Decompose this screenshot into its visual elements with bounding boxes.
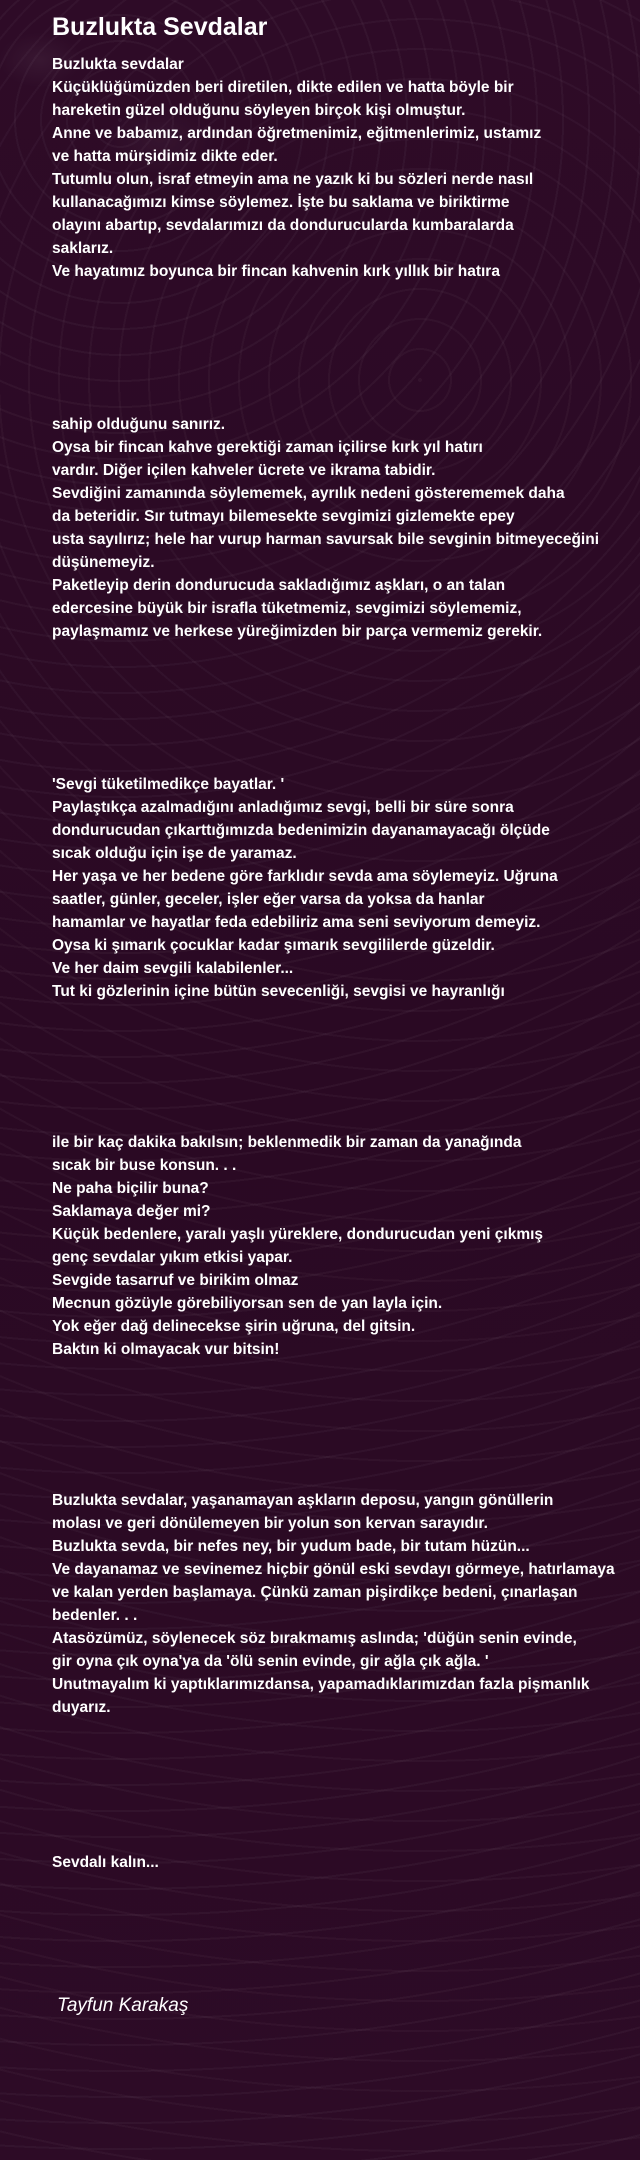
poem-line: molası ve geri dönülemeyen bir yolun son kervan sarayıdır.	[52, 1515, 488, 1532]
poem-line: Buzlukta sevdalar, yaşanamayan aşkların deposu, yangın gönüllerin	[52, 1492, 554, 1509]
poem-line: edercesine büyük bir israfla tüketmemiz, sevgimizi söylememiz,	[52, 600, 522, 617]
poem-line: Tutumlu olun, israf etmeyin ama ne yazık ki bu sözleri nerde nasıl	[52, 171, 534, 188]
poem-line: usta sayılırız; hele har vurup harman savursak bile sevginin bitmeyeceğini	[52, 531, 600, 548]
poem-paragraph-1	[52, 53, 640, 283]
poem-line: Unutmayalım ki yaptıklarımızdansa, yapamadıklarımızdan fazla pişmanlık	[52, 1676, 590, 1693]
poem-line: Ve her daim sevgili kalabilenler...	[52, 960, 294, 977]
poem-line: ile bir kaç dakika bakılsın; beklenmedik bir zaman da yanağında	[52, 1134, 522, 1151]
poem-line: duyarız.	[52, 1699, 111, 1716]
poem-line: Tut ki gözlerinin içine bütün sevecenliği, sevgisi ve hayranlığı	[52, 983, 505, 1000]
poem-line: Her yaşa ve her bedene göre farklıdır sevda ama söylemeyiz. Uğruna	[52, 868, 558, 885]
poem-line: Anne ve babamız, ardından öğretmenimiz, eğitmenlerimiz, ustamız	[52, 125, 542, 142]
poem-line: Paylaştıkça azalmadığını anladığımız sevgi, belli bir süre sonra	[52, 799, 514, 816]
poem-paragraph-6	[52, 1851, 640, 1874]
poem-line: hareketin güzel olduğunu söyleyen birçok kişi olmuştur.	[52, 102, 466, 119]
poem-line: 'Sevgi tüketilmedikçe bayatlar. '	[52, 776, 285, 793]
poem-line: saklarız.	[52, 240, 114, 257]
poem-line: gir oyna çık oyna'ya da 'ölü senin evinde, gir ağla çık ağla. '	[52, 1653, 489, 1670]
poem-line: olayını abartıp, sevdalarımızı da dondurucularda kumbaralarda	[52, 217, 514, 234]
poem-line: Sevgide tasarruf ve birikim olmaz	[52, 1272, 299, 1289]
poem-line: Saklamaya değer mi?	[52, 1203, 211, 1220]
poem-line: Mecnun gözüyle görebiliyorsan sen de yan layla için.	[52, 1295, 443, 1312]
poem-line: bedenler. . .	[52, 1607, 138, 1624]
poem-line: Küçük bedenlere, yaralı yaşlı yüreklere, dondurucudan yeni çıkmış	[52, 1226, 544, 1243]
poem-line: Paketleyip derin dondurucuda sakladığımız aşkları, o an talan	[52, 577, 506, 594]
poem-line: Buzlukta sevda, bir nefes ney, bir yudum bade, bir tutam hüzün...	[52, 1538, 530, 1555]
poem-paragraph-4	[52, 1131, 640, 1361]
poem-line: vardır. Diğer içilen kahveler ücrete ve ikrama tabidir.	[52, 462, 436, 479]
poem-line: sahip olduğunu sanırız.	[52, 416, 226, 433]
poem-line: dondurucudan çıkarttığımızda bedenimizin dayanamayacağı ölçüde	[52, 822, 550, 839]
poem-line: da beteridir. Sır tutmayı bilemesekte sevgimizi gizlemekte epey	[52, 508, 515, 525]
poem-line: Buzlukta sevdalar	[52, 56, 184, 73]
poem-author: Tayfun Karakaş	[57, 1995, 189, 2016]
poem-line: paylaşmamız ve herkese yüreğimizden bir parça vermemiz gerekir.	[52, 623, 543, 640]
poem-line: Küçüklüğümüzden beri diretilen, dikte edilen ve hatta böyle bir	[52, 79, 514, 96]
poem-line: sıcak bir buse konsun. . .	[52, 1157, 237, 1174]
poem-paragraph-3	[52, 773, 640, 1003]
poem-line: hamamlar ve hayatlar feda edebiliriz ama seni seviyorum demeyiz.	[52, 914, 541, 931]
poem-line: Yok eğer dağ delinecekse şirin uğruna, del gitsin.	[52, 1318, 416, 1335]
poem-line: Sevdiğini zamanında söylememek, ayrılık nedeni gösterememek daha	[52, 485, 565, 502]
poem-line: genç sevdalar yıkım etkisi yapar.	[52, 1249, 293, 1266]
poem-line: Oysa ki şımarık çocuklar kadar şımarık sevgililerde güzeldir.	[52, 937, 495, 954]
poem-line: Oysa bir fincan kahve gerektiği zaman içilirse kırk yıl hatırı	[52, 439, 483, 456]
poem-line: ve kalan yerden başlamaya. Çünkü zaman pişirdikçe bedeni, çınarlaşan	[52, 1584, 578, 1601]
poem-line: Sevdalı kalın...	[52, 1854, 159, 1871]
poem-line: Ne paha biçilir buna?	[52, 1180, 209, 1197]
poem-line: kullanacağımızı kimse söylemez. İşte bu saklama ve biriktirme	[52, 194, 510, 211]
poem-line: saatler, günler, geceler, işler eğer varsa da yoksa da hanlar	[52, 891, 485, 908]
poem-paragraph-2	[52, 413, 640, 643]
poem-title: Buzlukta Sevdalar	[52, 13, 268, 41]
poem-line: düşünemeyiz.	[52, 554, 155, 571]
poem-line: ve hatta mürşidimiz dikte eder.	[52, 148, 278, 165]
poem-line: Atasözümüz, söylenecek söz bırakmamış aslında; 'düğün senin evinde,	[52, 1630, 577, 1647]
poem-paragraph-5	[52, 1489, 640, 1719]
poem-line: sıcak olduğu için işe de yaramaz.	[52, 845, 297, 862]
poem-line: Ve dayanamaz ve sevinemez hiçbir gönül eski sevdayı görmeye, hatırlamaya	[52, 1561, 615, 1578]
poem-line: Ve hayatımız boyunca bir fincan kahvenin kırk yıllık bir hatıra	[52, 263, 500, 280]
poem-line: Baktın ki olmayacak vur bitsin!	[52, 1341, 280, 1358]
